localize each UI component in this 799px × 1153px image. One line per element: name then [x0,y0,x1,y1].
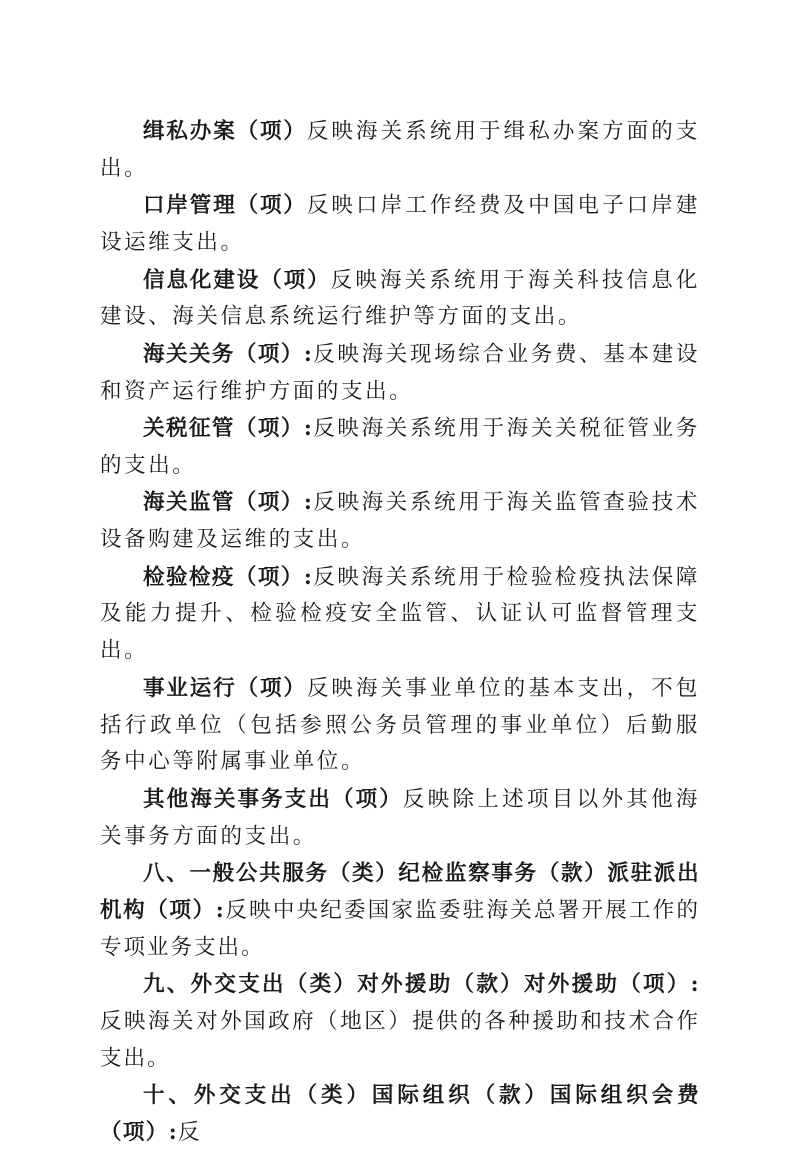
paragraph-heading: 其他海关事务支出（项） [143,786,403,812]
paragraph-jianyan [100,560,700,670]
paragraph-text: 反 [178,1120,202,1146]
paragraph-shiye [100,671,700,781]
paragraph-xinxihua [100,263,700,337]
paragraph-text: 反映海关系统用于海关监管查验技术设备购建及运维的支出。 [100,490,700,553]
paragraph-guanwu [100,337,700,411]
paragraph-section-10 [100,1078,700,1152]
section-heading: 八、一般公共服务（类）纪检监察事务（款）派驻派出机构（项）: [100,861,700,923]
paragraph-text: 反映海关系统用于检验检疫执法保障及能力提升、检验检疫安全监管、认证认可监督管理支出。 [100,564,700,664]
paragraph-text: 反映除上述项目以外其他海关事务方面的支出。 [100,786,701,849]
section-heading: 十、外交支出（类）国际组织（款）国际组织会费（项）: [100,1083,700,1146]
paragraph-text: 反映口岸工作经费及中国电子口岸建设运维支出。 [100,193,700,256]
paragraph-text: 反映海关系统用于缉私办案方面的支出。 [100,119,700,181]
paragraph-text: 反映海关现场综合业务费、基本建设和资产运行维护方面的支出。 [100,341,700,404]
paragraph-text: 反映海关系统用于海关科技信息化建设、海关信息系统运行维护等方面的支出。 [100,267,700,330]
paragraph-section-8 [100,856,700,966]
paragraph-heading: 海关关务（项）: [143,341,314,367]
paragraph-heading: 海关监管（项）: [143,490,314,516]
paragraph-heading: 信息化建设（项） [143,267,331,293]
paragraph-text: 反映中央纪委国家监委驻海关总署开展工作的专项业务支出。 [100,897,700,960]
paragraph-guanshui [100,411,700,485]
paragraph-kouan [100,188,700,262]
paragraph-heading: 缉私办案（项） [143,119,307,144]
section-heading: 九、外交支出（类）对外援助（款）对外援助（项）: [143,972,700,998]
paragraph-heading: 口岸管理（项） [143,193,307,219]
paragraph-jisi [100,114,700,188]
paragraph-text: 反映海关对外国政府（地区）提供的各种援助和技术合作支出。 [100,1009,700,1071]
paragraph-heading: 检验检疫（项）: [143,564,314,590]
paragraph-section-9 [100,967,700,1077]
paragraph-jianguan [100,485,700,559]
paragraph-text: 反映海关系统用于海关关税征管业务的支出。 [100,416,700,478]
paragraph-heading: 事业运行（项） [143,675,307,701]
paragraph-qita [100,782,700,856]
paragraph-heading: 关税征管（项）: [143,416,314,442]
paragraph-text: 反映海关事业单位的基本支出，不包括行政单位（包括参照公务员管理的事业单位）后勤服务中心等附属事业单位。 [100,675,700,775]
document-page [100,114,700,1153]
